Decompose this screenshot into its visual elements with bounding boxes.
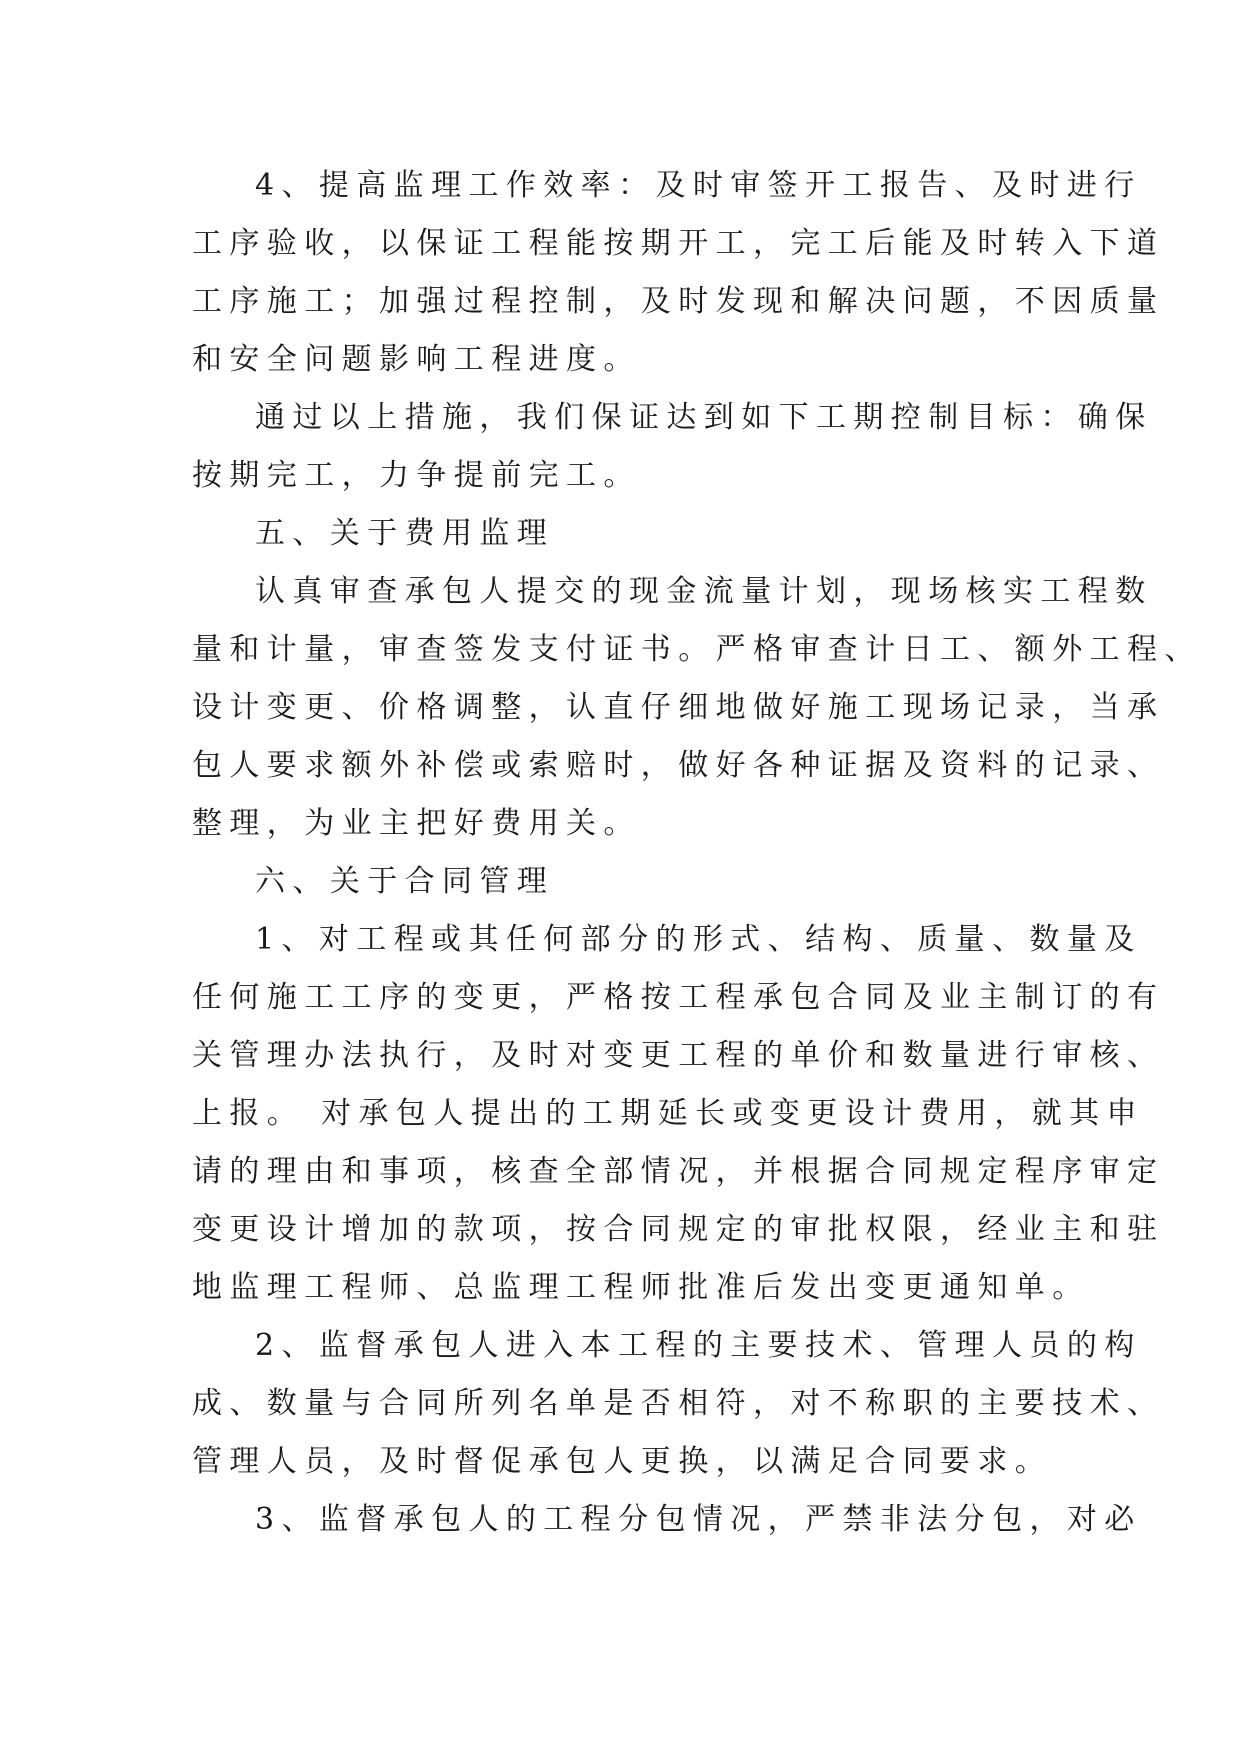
text-line: 地监理工程师、总监理工程师批准后发出变更通知单。 bbox=[192, 1270, 1090, 1305]
text-line: 3、监督承包人的工程分包情况，严禁非法分包，对必 bbox=[255, 1502, 1142, 1537]
text-line: 设计变更、价格调整，认直仔细地做好施工现场记录，当承 bbox=[192, 690, 1165, 725]
text-line: 整理，为业主把好费用关。 bbox=[192, 806, 641, 841]
text-line: 按期完工，力争提前完工。 bbox=[192, 458, 641, 493]
text-line: 工序施工；加强过程控制，及时发现和解决问题，不因质量 bbox=[192, 284, 1165, 319]
text-line: 工序验收，以保证工程能按期开工，完工后能及时转入下道 bbox=[192, 226, 1165, 261]
text-line: 成、数量与合同所列名单是否相符，对不称职的主要技术、 bbox=[192, 1386, 1165, 1421]
text-line: 关管理办法执行，及时对变更工程的单价和数量进行审核、 bbox=[192, 1038, 1165, 1073]
text-line: 认真审查承包人提交的现金流量计划，现场核实工程数 bbox=[255, 574, 1153, 609]
text-line: 通过以上措施，我们保证达到如下工期控制目标：确保 bbox=[255, 400, 1153, 435]
section-heading: 五、关于费用监理 bbox=[255, 516, 555, 551]
text-line: 包人要求额外补偿或索赔时，做好各种证据及资料的记录、 bbox=[192, 748, 1165, 783]
text-line: 和安全问题影响工程进度。 bbox=[192, 342, 641, 377]
text-line: 2、监督承包人进入本工程的主要技术、管理人员的构 bbox=[255, 1328, 1142, 1363]
text-line: 请的理由和事项，核查全部情况，并根据合同规定程序审定 bbox=[192, 1154, 1165, 1189]
text-line: 管理人员，及时督促承包人更换，以满足合同要求。 bbox=[192, 1444, 1053, 1479]
section-heading: 六、关于合同管理 bbox=[255, 864, 555, 899]
text-line: 4、提高监理工作效率：及时审签开工报告、及时进行 bbox=[255, 168, 1142, 203]
text-line: 1、对工程或其任何部分的形式、结构、质量、数量及 bbox=[255, 922, 1142, 957]
text-line: 变更设计增加的款项，按合同规定的审批权限，经业主和驻 bbox=[192, 1212, 1165, 1247]
text-line: 任何施工工序的变更，严格按工程承包合同及业主制订的有 bbox=[192, 980, 1165, 1015]
text-line: 量和计量，审查签发支付证书。严格审查计日工、额外工程、 bbox=[192, 632, 1202, 667]
text-line: 上报。 对承包人提出的工期延长或变更设计费用，就其申 bbox=[192, 1096, 1144, 1131]
